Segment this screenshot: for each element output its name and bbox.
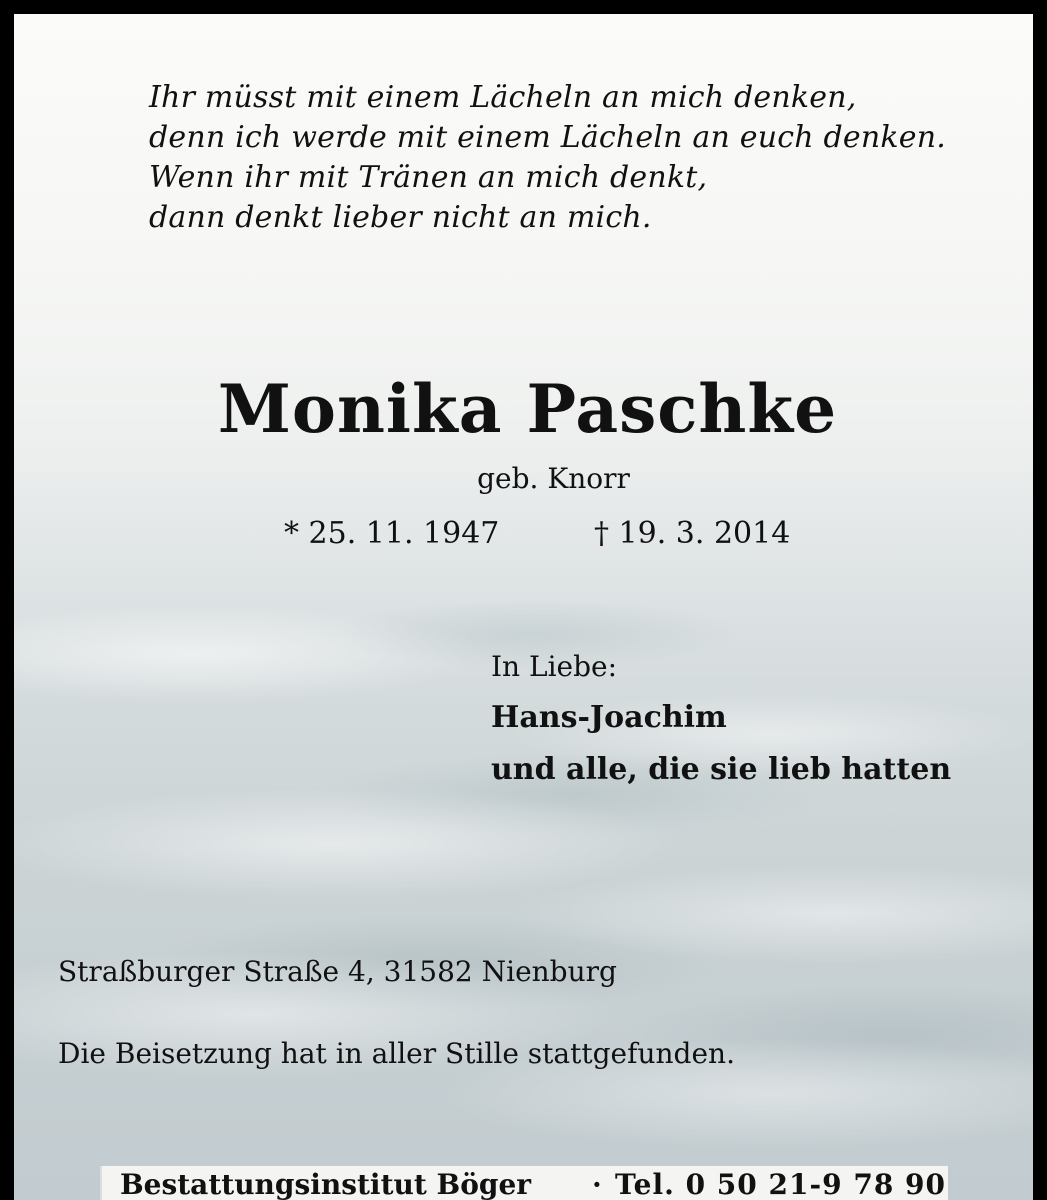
burial-notice: Die Beisetzung hat in aller Stille stattgefunden. [58,1037,735,1070]
funeral-home-name: Bestattungsinstitut Böger [120,1168,532,1200]
maiden-name: geb. Knorr [477,462,630,495]
deceased-name: Monika Paschke [217,370,838,448]
poem-line: Wenn ihr mit Tränen an mich denkt, [149,160,708,195]
funeral-home-phone: Tel. 0 50 21-9 78 90 [615,1168,947,1200]
mourners-others: und alle, die sie lieb hatten [491,752,952,787]
birth-date: * 25. 11. 1947 [284,516,500,551]
poem-line: dann denkt lieber nicht an mich. [149,200,652,235]
death-date: † 19. 3. 2014 [594,516,791,551]
poem-line: denn ich werde mit einem Lächeln an euch denken. [149,120,946,155]
footer-separator: · [592,1168,602,1200]
poem [149,78,946,238]
funeral-home-footer [100,1166,948,1200]
address: Straßburger Straße 4, 31582 Nienburg [58,955,617,988]
obituary-card [14,14,1033,1200]
mourners-intro: In Liebe: [491,650,618,683]
mourner-name: Hans-Joachim [491,700,727,735]
poem-line: Ihr müsst mit einem Lächeln an mich denken, [149,80,857,115]
